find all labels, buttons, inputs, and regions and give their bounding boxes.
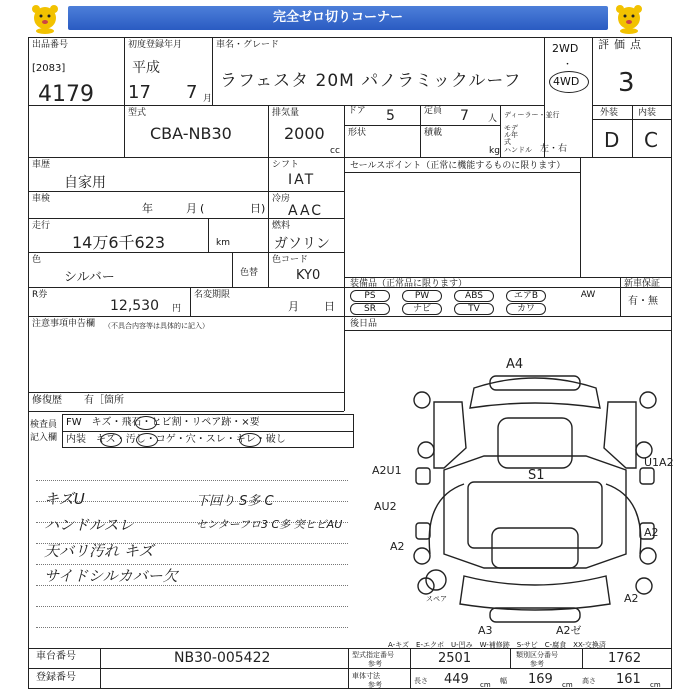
color-code-value: KY0	[296, 268, 321, 283]
load-unit: kg	[489, 146, 500, 156]
usage-label: 車歴	[32, 160, 51, 170]
aircon-value: AAC	[288, 203, 324, 219]
mark-spare: スペア	[426, 595, 447, 603]
mark-circle-4	[239, 433, 261, 447]
mark-circle-1	[135, 416, 157, 430]
inspector-label2: 記入欄	[30, 433, 58, 443]
equipment-item: TV	[454, 303, 494, 315]
recycle-unit: 円	[172, 304, 182, 314]
hw-note-2: 天バリ汚れ キズ	[44, 542, 154, 560]
color-change-label: 色替	[240, 268, 259, 278]
model-value: CBA-NB30	[150, 124, 232, 143]
displacement-label: 排気量	[272, 108, 300, 118]
handle-value: 左・右	[540, 144, 568, 154]
displacement-value: 2000	[284, 124, 325, 143]
rear-seat-label: 後日品	[350, 319, 378, 329]
notes-sub: （不具合内容等は具体的に記入）	[104, 322, 209, 330]
inspector-line2: 内装 キズ・汚し・コゲ・穴・スレ・キレ・破し	[66, 434, 286, 445]
shape-label: 形状	[348, 128, 367, 138]
model-no-label: 型式指定番号	[352, 651, 394, 659]
equipment-item: カワ	[506, 303, 546, 315]
equipment-item: SR	[350, 303, 390, 315]
mascot-right	[612, 4, 646, 34]
note-line	[36, 480, 348, 481]
note-line	[36, 606, 348, 607]
mark-right2: A2	[644, 526, 659, 539]
doors-value: 5	[386, 108, 395, 124]
header-bar	[0, 0, 700, 36]
drive-4wd: 4WD	[553, 75, 580, 88]
hw-note-0: キズU	[44, 490, 85, 508]
damage-legend: A-キズ E-エクボ U-凹み W-補修跡 S-サビ C-腐食 XX-交換済	[388, 641, 606, 649]
model-label: 型式	[128, 108, 147, 118]
fuel-label: 燃料	[272, 221, 291, 231]
equipment-item: エアB	[506, 290, 546, 302]
lot-number: 4179	[38, 82, 94, 107]
inspection-month-unit: 月	[186, 202, 197, 215]
new-warranty-label: 新車保証	[624, 279, 661, 289]
car-label: 車名・グレード	[216, 40, 280, 50]
mark-right3: A2	[624, 592, 639, 605]
notes-label: 注意事項申告欄	[32, 319, 96, 329]
grade-value: 3	[618, 68, 635, 98]
displacement-unit: cc	[330, 146, 340, 156]
deadline-day: 日	[324, 300, 335, 313]
mark-left3: A2	[390, 540, 405, 553]
header-title: 完全ゼロ切りコーナー	[272, 10, 403, 25]
drive-dot: ・	[563, 60, 573, 70]
mascot-left	[28, 4, 62, 34]
capacity-unit: 人	[488, 114, 498, 124]
inspection-year-unit: 年	[142, 202, 153, 215]
repair-label: 修復歴	[32, 395, 62, 406]
drive-2wd: 2WD	[552, 42, 579, 55]
car-name: ラフェスタ 20M パノラミックルーフ	[220, 71, 522, 91]
equipment-item: AW	[580, 290, 596, 300]
reg-number-label: 登録番号	[36, 672, 76, 683]
usage-value: 自家用	[64, 175, 106, 191]
mark-circle-3	[136, 433, 158, 447]
lot-label: 出品番号	[32, 40, 69, 50]
height-unit: cm	[650, 681, 661, 689]
width-value: 169	[528, 672, 553, 687]
inspection-paren-open: (	[200, 202, 205, 215]
capacity-label: 定員	[424, 106, 443, 116]
mark-right1: U1A2	[644, 456, 674, 469]
inspection-label: 車検	[32, 194, 51, 204]
color-code-label: 色コード	[272, 255, 309, 265]
mark-left1: A2U1	[372, 464, 402, 477]
model-no-value: 2501	[438, 651, 472, 666]
size-label: 車体寸法	[352, 672, 380, 680]
mark-center: S1	[528, 468, 545, 483]
recycle-label: R券	[32, 290, 48, 300]
inspection-paren-close: 日)	[250, 202, 266, 215]
model-year-label: モデル年式	[504, 124, 518, 146]
height-label: 高さ	[582, 677, 596, 685]
equipment-item: ナビ	[402, 303, 442, 315]
capacity-value: 7	[460, 108, 469, 124]
mileage-label: 走行	[32, 221, 51, 231]
note-line	[36, 627, 348, 628]
grade-int-value: C	[644, 128, 658, 152]
inspector-line1: FW キズ・飛石・ヒビ割・リペア跡・×要	[66, 417, 260, 428]
length-unit: cm	[480, 681, 491, 689]
class-ref: 参考	[530, 660, 544, 668]
mark-left2: AU2	[374, 500, 397, 513]
hw-note-right-0: 下回り S多 C	[196, 494, 274, 509]
deadline-label: 名変期限	[194, 290, 231, 300]
equipment-item: PW	[402, 290, 442, 302]
size-ref: 参考	[368, 681, 382, 689]
color-value: シルバー	[64, 270, 115, 285]
equipment-item: ABS	[454, 290, 494, 302]
length-label: 長さ	[414, 677, 428, 685]
mark-bottom2: A2ゼ	[556, 624, 582, 637]
registration-era: 平成	[132, 60, 160, 76]
registration-label: 初度登録年月	[128, 40, 183, 50]
class-value: 1762	[608, 651, 642, 666]
mark-top: A4	[506, 357, 524, 372]
grade-int-label: 内装	[638, 108, 657, 118]
lot-code: [2083]	[32, 63, 66, 74]
shift-value: IAT	[288, 172, 316, 188]
class-label: 類別区分番号	[516, 651, 558, 659]
recycle-value: 12,530	[110, 298, 159, 314]
equipment-label: 装備品（正常品に限ります）	[350, 279, 468, 289]
doors-label: ドア	[348, 106, 366, 116]
registration-month-unit: 月	[203, 94, 213, 104]
aircon-label: 冷房	[272, 194, 291, 204]
fuel-value: ガソリン	[274, 236, 330, 252]
handle-label: ハンドル	[504, 146, 532, 154]
shift-label: シフト	[272, 160, 300, 170]
width-unit: cm	[562, 681, 573, 689]
hw-note-3: サイドシルカバー欠	[44, 567, 178, 585]
header-title-band	[68, 6, 608, 30]
load-label: 積載	[424, 128, 443, 138]
grade-label: 評価点	[598, 38, 646, 51]
mileage-value: 14万6千623	[72, 233, 166, 252]
new-warranty-value: 有・無	[628, 296, 658, 307]
registration-year: 17	[128, 82, 151, 103]
hw-note-1: ハンドルスレ	[44, 516, 134, 534]
mark-circle-2	[100, 433, 122, 447]
height-value: 161	[616, 672, 641, 687]
equipment-item: PS	[350, 290, 390, 302]
dealer-label: ディーラー・並行	[504, 111, 560, 119]
width-label: 幅	[500, 677, 507, 685]
chassis-label: 車台番号	[36, 651, 76, 662]
grade-ext-value: D	[604, 128, 620, 152]
model-no-ref: 参考	[368, 660, 382, 668]
mark-bottom1: A3	[478, 624, 493, 637]
grade-ext-label: 外装	[600, 108, 619, 118]
inspector-label1: 検査員	[30, 420, 58, 430]
mileage-unit: km	[216, 238, 230, 248]
chassis-value: NB30-005422	[174, 650, 271, 666]
hw-note-right-1: センターフロ3 C多 突ヒビAU	[196, 518, 343, 531]
sales-point-label: セールスポイント（正常に機能するものに限ります）	[350, 161, 566, 171]
registration-month: 7	[186, 82, 198, 103]
deadline-month: 月	[288, 300, 299, 313]
color-label: 色	[32, 255, 42, 265]
repair-value: 有［箇所	[84, 395, 124, 406]
length-value: 449	[444, 672, 469, 687]
